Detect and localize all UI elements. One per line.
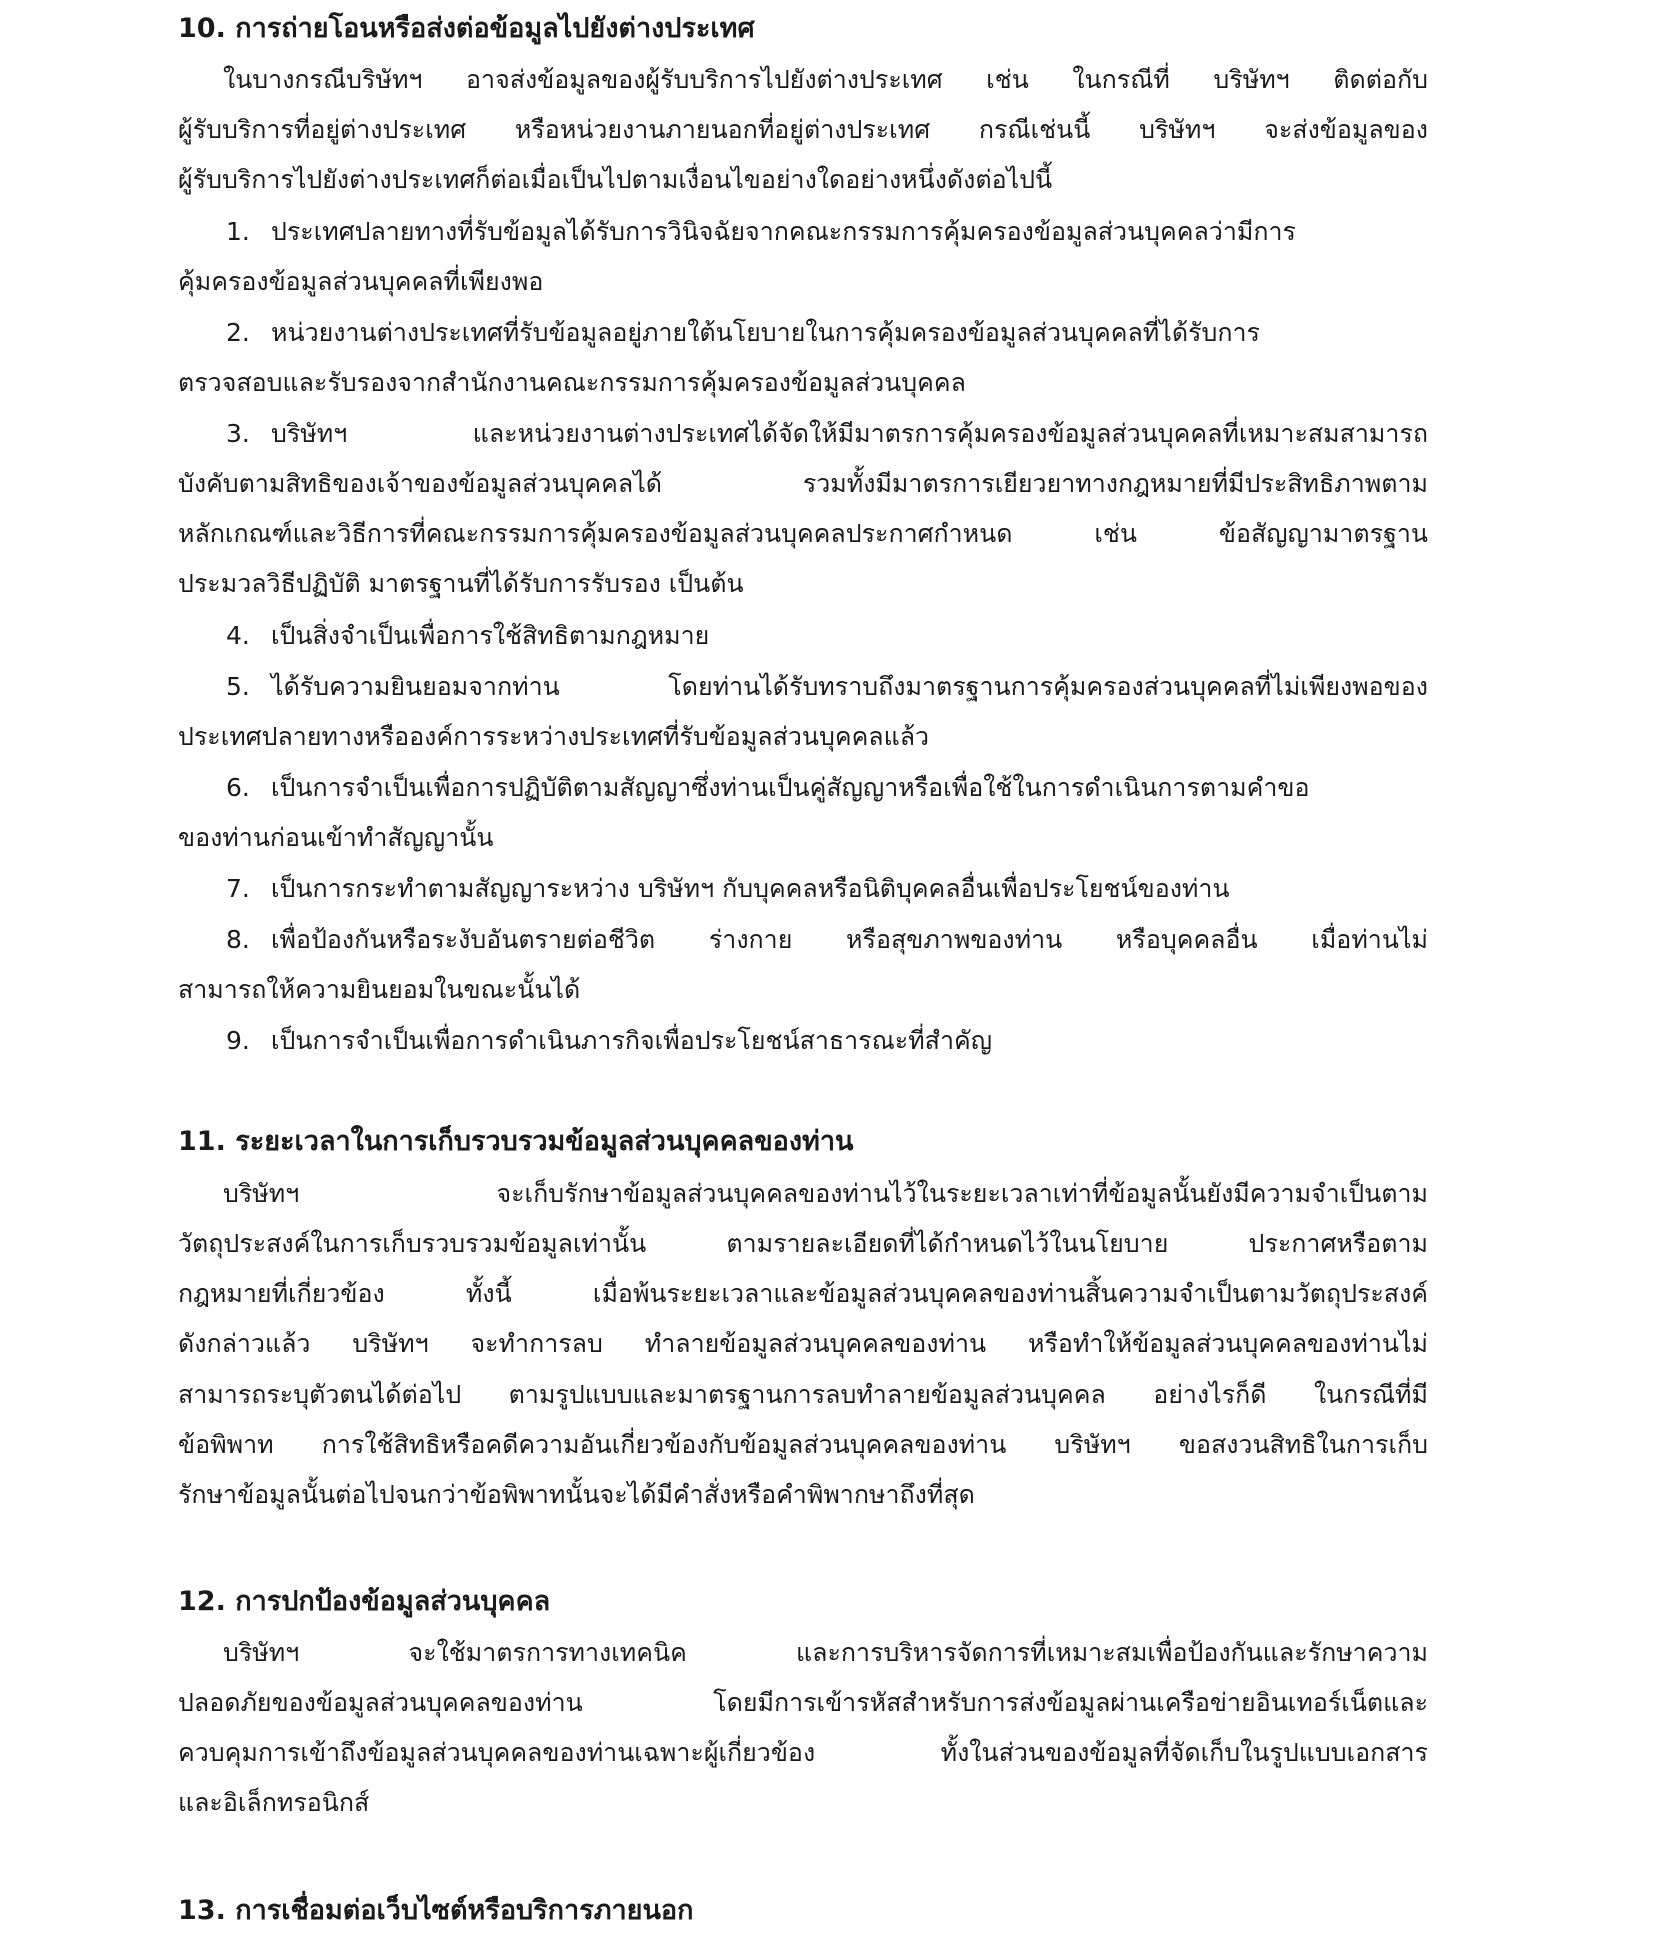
- list-item-number: 6.: [226, 773, 250, 802]
- list-item-continuation: ประมวลวิธีปฏิบัติ มาตรฐานที่ได้รับการรับรอง เป็นต้น: [178, 569, 744, 598]
- list-item: [226, 667, 1428, 707]
- list-item: [226, 768, 1428, 808]
- list-item-text: ประเทศปลายทางที่รับข้อมูลได้รับการวินิจฉัยจากคณะกรรมการคุ้มครองข้อมูลส่วนบุคคลว่ามีการ: [271, 217, 1296, 246]
- list-item-number: 4.: [226, 621, 250, 650]
- list-item-number: 5.: [226, 672, 250, 701]
- section-11-paragraph-line: วัตถุประสงค์ในการเก็บรวบรวมข้อมูลเท่านั้น ตามรายละเอียดที่ได้กำหนดไว้ในนโยบาย ประกาศหรือตาม: [178, 1229, 1428, 1258]
- section-12-paragraph-line: และอิเล็กทรอนิกส์: [178, 1788, 370, 1817]
- list-item-number: 8.: [226, 925, 250, 954]
- list-item: [226, 869, 1428, 909]
- list-item-number: 2.: [226, 318, 250, 347]
- section-13-heading: 13. การเชื่อมต่อเว็บไซต์หรือบริการภายนอก: [178, 1895, 694, 1926]
- list-item-text: หน่วยงานต่างประเทศที่รับข้อมูลอยู่ภายใต้นโยบายในการคุ้มครองข้อมูลส่วนบุคคลที่ได้รับการ: [271, 318, 1260, 347]
- section-10-heading: 10. การถ่ายโอนหรือส่งต่อข้อมูลไปยังต่างประเทศ: [178, 13, 755, 44]
- list-item: [226, 920, 1428, 960]
- list-item-text: บริษัทฯ และหน่วยงานต่างประเทศได้จัดให้มีมาตรการคุ้มครองข้อมูลส่วนบุคคลที่เหมาะสมสามารถ: [271, 419, 1428, 448]
- list-item: [226, 212, 1428, 252]
- list-item: [226, 1021, 1428, 1061]
- section-11-paragraph-line: ข้อพิพาท การใช้สิทธิหรือคดีความอันเกี่ยวข้องกับข้อมูลส่วนบุคคลของท่าน บริษัทฯ ขอสงวนสิทธิในการเก็บ: [178, 1430, 1428, 1459]
- list-item-text: เป็นการจำเป็นเพื่อการดำเนินภารกิจเพื่อประโยชน์สาธารณะที่สำคัญ: [271, 1026, 993, 1055]
- list-item: [226, 616, 1428, 656]
- section-11-paragraph-line: สามารถระบุตัวตนได้ต่อไป ตามรูปแบบและมาตรฐานการลบทำลายข้อมูลส่วนบุคคล อย่างไรก็ดี ในกรณีที่มี: [178, 1380, 1428, 1409]
- section-12-paragraph-line: บริษัทฯ จะใช้มาตรการทางเทคนิค และการบริหารจัดการที่เหมาะสมเพื่อป้องกันและรักษาความ: [223, 1638, 1428, 1667]
- list-item-continuation: สามารถให้ความยินยอมในขณะนั้นได้: [178, 975, 581, 1004]
- section-11-paragraph-line: กฎหมายที่เกี่ยวข้อง ทั้งนี้ เมื่อพ้นระยะเวลาและข้อมูลส่วนบุคคลของท่านสิ้นความจำเป็นตามวัตถุประสงค์: [178, 1279, 1428, 1308]
- list-item-continuation: บังคับตามสิทธิของเจ้าของข้อมูลส่วนบุคคลได้ รวมทั้งมีมาตรการเยียวยาทางกฎหมายที่มีประสิทธิภาพตาม: [178, 469, 1428, 498]
- list-item-continuation: ตรวจสอบและรับรองจากสำนักงานคณะกรรมการคุ้มครองข้อมูลส่วนบุคคล: [178, 368, 966, 397]
- list-item-number: 3.: [226, 419, 250, 448]
- list-item-text: เพื่อป้องกันหรือระงับอันตรายต่อชีวิต ร่างกาย หรือสุขภาพของท่าน หรือบุคคลอื่น เมื่อท่านไม่: [271, 925, 1428, 954]
- section-11-heading: 11. ระยะเวลาในการเก็บรวบรวมข้อมูลส่วนบุคคลของท่าน: [178, 1126, 854, 1157]
- list-item-number: 9.: [226, 1026, 250, 1055]
- list-item-text: เป็นสิ่งจำเป็นเพื่อการใช้สิทธิตามกฎหมาย: [271, 621, 710, 650]
- section-11-paragraph-line: รักษาข้อมูลนั้นต่อไปจนกว่าข้อพิพาทนั้นจะได้มีคำสั่งหรือคำพิพากษาถึงที่สุด: [178, 1480, 975, 1509]
- list-item-text: เป็นการจำเป็นเพื่อการปฏิบัติตามสัญญาซึ่งท่านเป็นคู่สัญญาหรือเพื่อใช้ในการดำเนินการตามคำขอ: [271, 773, 1310, 802]
- list-item-number: 1.: [226, 217, 250, 246]
- list-item-text: เป็นการกระทำตามสัญญาระหว่าง บริษัทฯ กับบุคคลหรือนิติบุคคลอื่นเพื่อประโยชน์ของท่าน: [271, 874, 1230, 903]
- list-item-continuation: ประเทศปลายทางหรือองค์การระหว่างประเทศที่รับข้อมูลส่วนบุคคลแล้ว: [178, 722, 930, 751]
- list-item-continuation: หลักเกณฑ์และวิธีการที่คณะกรรมการคุ้มครองข้อมูลส่วนบุคคลประกาศกำหนด เช่น ข้อสัญญามาตรฐาน: [178, 519, 1428, 548]
- section-12-paragraph-line: ควบคุมการเข้าถึงข้อมูลส่วนบุคคลของท่านเฉพาะผู้เกี่ยวข้อง ทั้งในส่วนของข้อมูลที่จัดเก็บในรูปแบบเอกสาร: [178, 1738, 1428, 1767]
- list-item: [226, 414, 1428, 454]
- list-item-text: ได้รับความยินยอมจากท่าน โดยท่านได้รับทราบถึงมาตรฐานการคุ้มครองส่วนบุคคลที่ไม่เพียงพอของ: [271, 672, 1428, 701]
- list-item-continuation: คุ้มครองข้อมูลส่วนบุคคลที่เพียงพอ: [178, 267, 544, 296]
- section-12-heading: 12. การปกป้องข้อมูลส่วนบุคคล: [178, 1586, 551, 1617]
- section-11-paragraph-line: ดังกล่าวแล้ว บริษัทฯ จะทำการลบ ทำลายข้อมูลส่วนบุคคลของท่าน หรือทำให้ข้อมูลส่วนบุคคลของท่านไม่: [178, 1329, 1428, 1358]
- list-item-number: 7.: [226, 874, 250, 903]
- section-10-intro-line: ผู้รับบริการไปยังต่างประเทศก็ต่อเมื่อเป็นไปตามเงื่อนไขอย่างใดอย่างหนึ่งดังต่อไปนี้: [178, 165, 1053, 194]
- list-item-continuation: ของท่านก่อนเข้าทำสัญญานั้น: [178, 823, 494, 852]
- section-10-intro-line: ผู้รับบริการที่อยู่ต่างประเทศ หรือหน่วยงานภายนอกที่อยู่ต่างประเทศ กรณีเช่นนี้ บริษัทฯ จะส่งข้อมูลของ: [178, 115, 1428, 144]
- list-item: [226, 313, 1428, 353]
- section-10-intro-line: ในบางกรณีบริษัทฯ อาจส่งข้อมูลของผู้รับบริการไปยังต่างประเทศ เช่น ในกรณีที่ บริษัทฯ ติดต่อกับ: [223, 65, 1428, 94]
- section-11-paragraph-line: บริษัทฯ จะเก็บรักษาข้อมูลส่วนบุคคลของท่านไว้ในระยะเวลาเท่าที่ข้อมูลนั้นยังมีความจำเป็นตาม: [223, 1179, 1428, 1208]
- section-12-paragraph-line: ปลอดภัยของข้อมูลส่วนบุคคลของท่าน โดยมีการเข้ารหัสสำหรับการส่งข้อมูลผ่านเครือข่ายอินเทอร์เน็ตและ: [178, 1688, 1428, 1717]
